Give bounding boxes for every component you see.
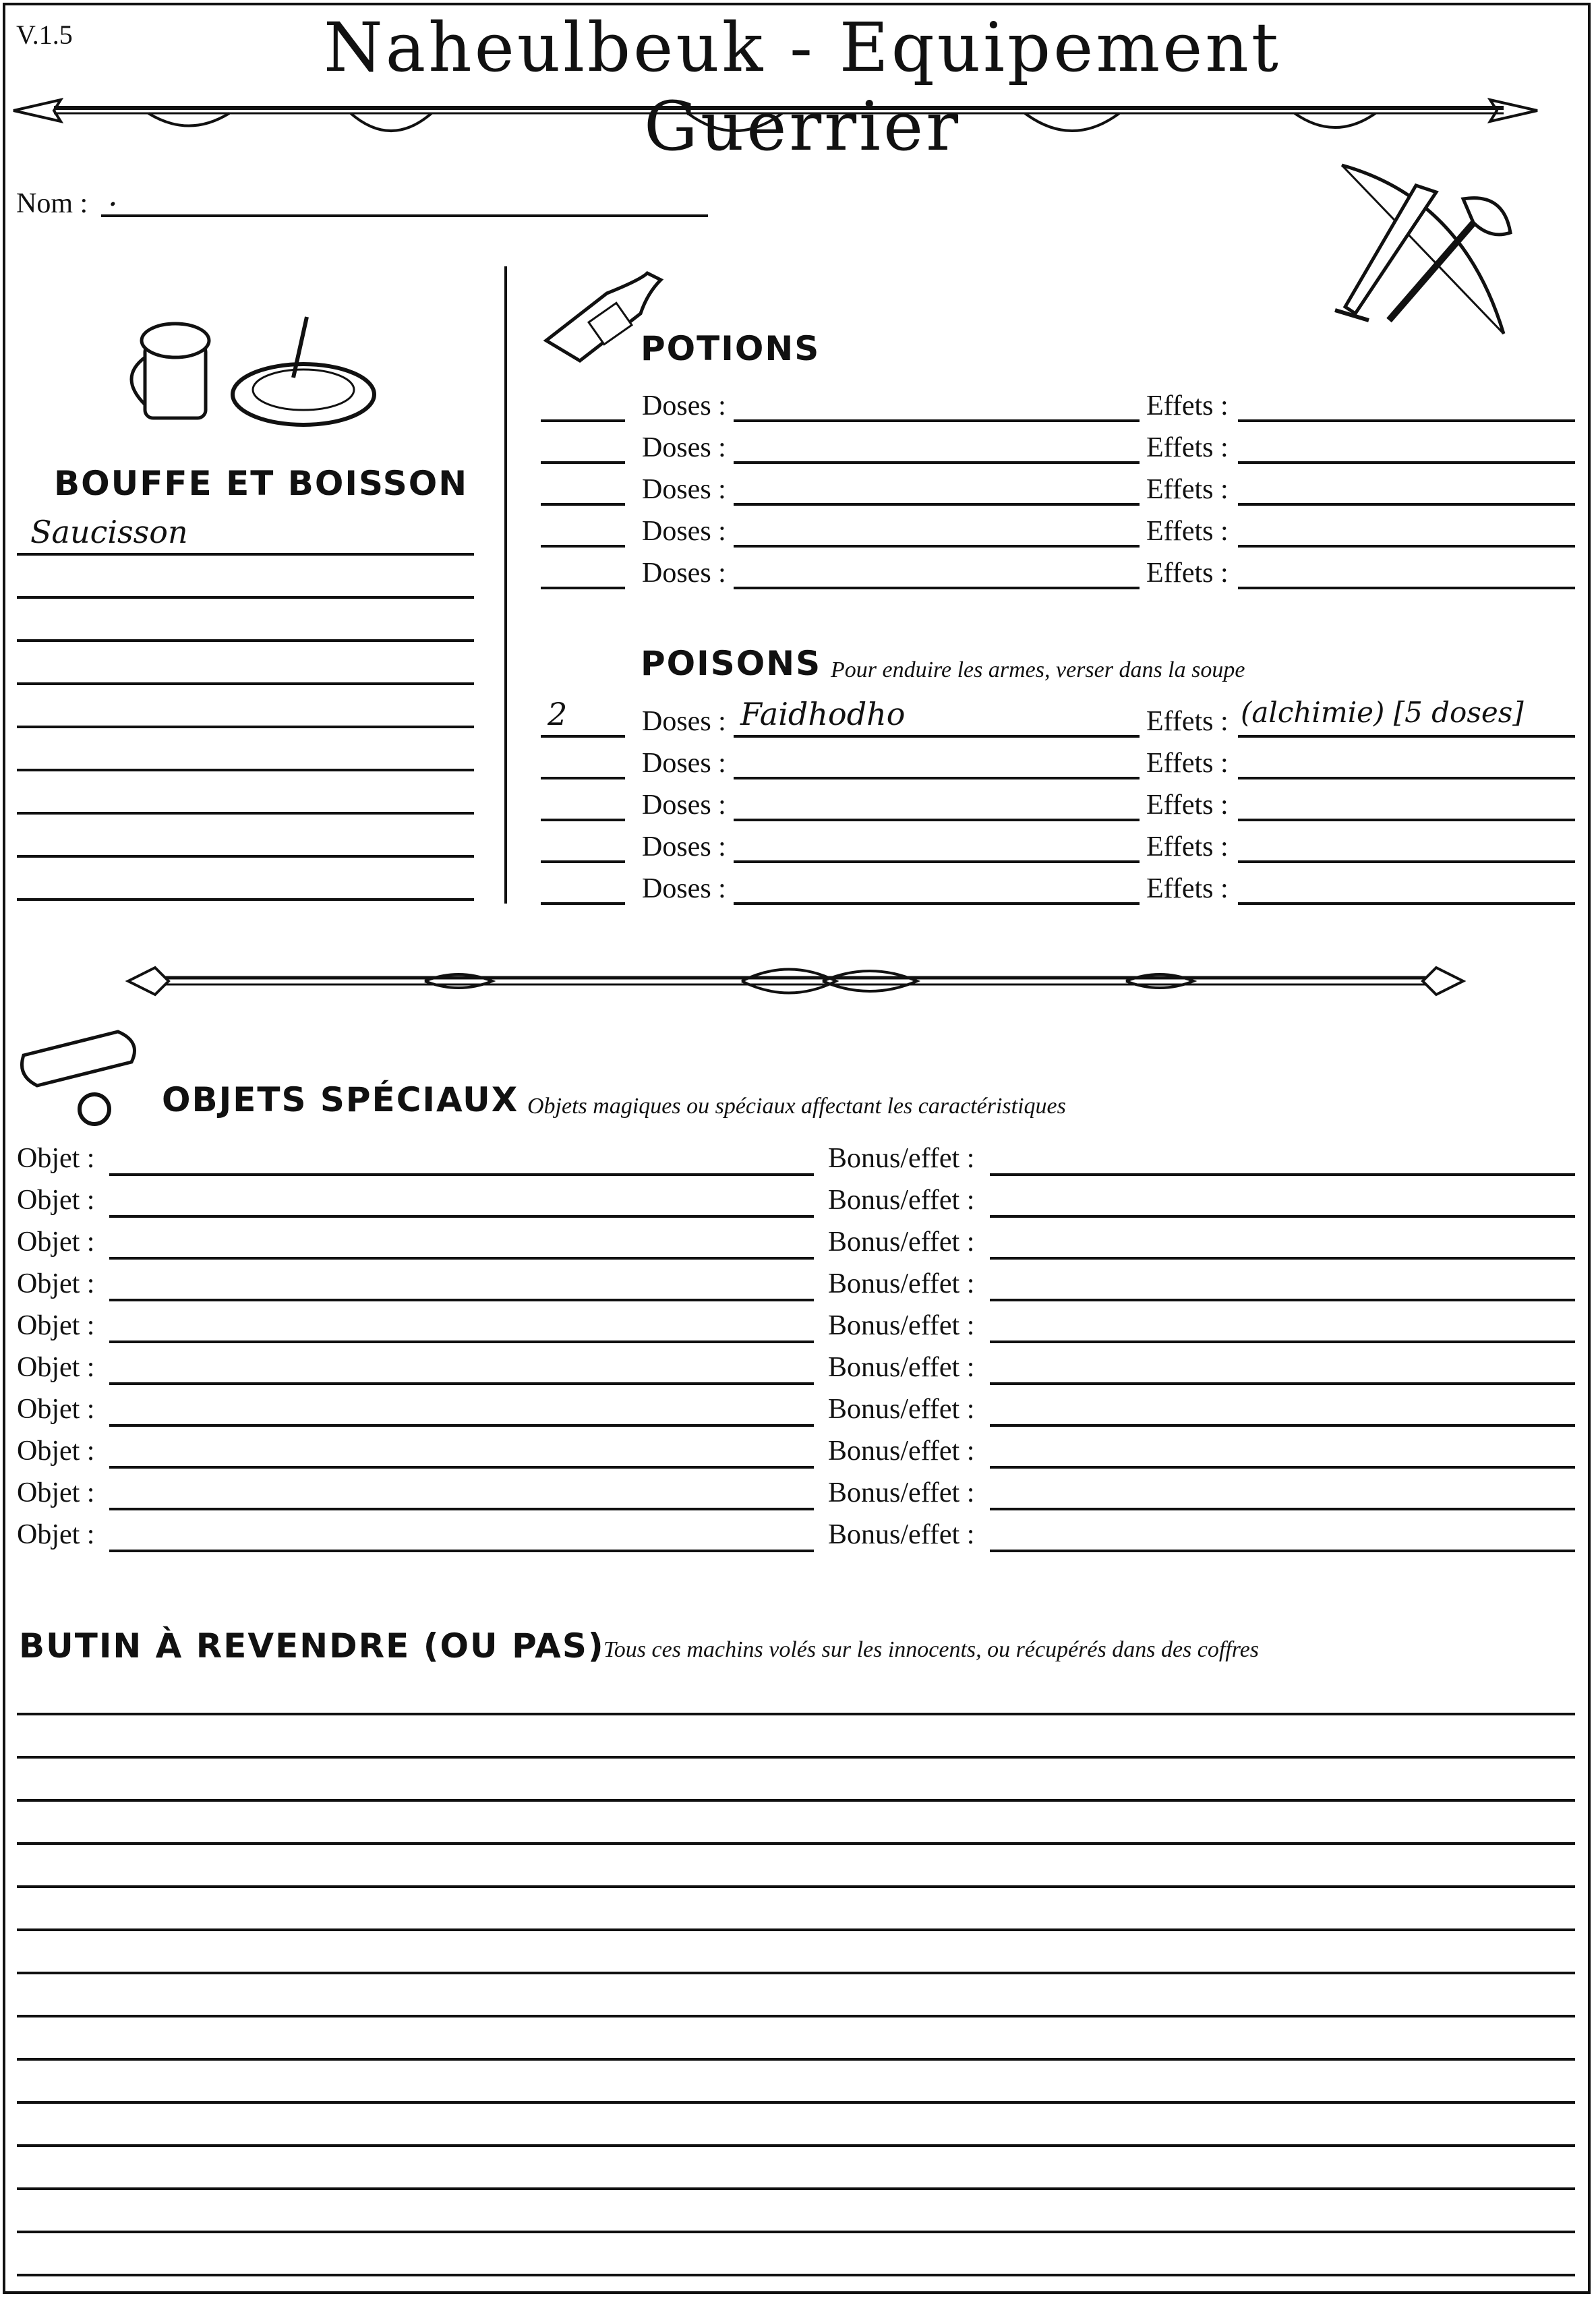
potion-effects-field[interactable] (1238, 545, 1575, 548)
potion-effects-label: Effets : (1146, 390, 1229, 421)
poison-effects-value[interactable]: (alchimie) [5 doses] (1241, 696, 1524, 729)
potion-effects-label: Effets : (1146, 474, 1229, 505)
poison-effects-field[interactable] (1238, 902, 1575, 905)
object-label: Objet : (17, 1268, 95, 1299)
poison-doses-field[interactable] (734, 819, 1140, 821)
bonus-field[interactable] (990, 1215, 1575, 1218)
potion-doses-field[interactable] (734, 587, 1140, 589)
bonus-label: Bonus/effet : (828, 1352, 975, 1383)
loot-line[interactable] (17, 1972, 1575, 1974)
bonus-label: Bonus/effet : (828, 1185, 975, 1216)
potion-doses-field[interactable] (734, 461, 1140, 464)
object-field[interactable] (109, 1215, 814, 1218)
scroll-ring-icon (17, 1028, 152, 1129)
poison-doses-label: Doses : (642, 706, 726, 737)
poison-effects-label: Effets : (1146, 790, 1229, 821)
food-line[interactable] (17, 726, 474, 728)
potion-doses-field[interactable] (734, 545, 1140, 548)
loot-line[interactable] (17, 1928, 1575, 1931)
food-entry[interactable]: Saucisson (30, 514, 188, 550)
bonus-field[interactable] (990, 1466, 1575, 1469)
potion-qty-field[interactable] (541, 503, 625, 506)
poisons-heading: POISONS (641, 644, 822, 683)
poison-effects-label: Effets : (1146, 706, 1229, 737)
poison-effects-label: Effets : (1146, 831, 1229, 862)
poison-doses-field[interactable] (734, 735, 1140, 738)
object-label: Objet : (17, 1310, 95, 1341)
bonus-field[interactable] (990, 1257, 1575, 1260)
name-label: Nom : (16, 188, 88, 219)
poison-effects-field[interactable] (1238, 860, 1575, 863)
name-value[interactable]: . (108, 177, 118, 213)
weapons-icon (1328, 158, 1524, 341)
object-field[interactable] (109, 1257, 814, 1260)
bonus-label: Bonus/effet : (828, 1227, 975, 1258)
poison-effects-label: Effets : (1146, 748, 1229, 779)
food-line[interactable] (17, 596, 474, 599)
loot-line[interactable] (17, 2015, 1575, 2017)
food-line[interactable] (17, 855, 474, 858)
loot-line[interactable] (17, 1885, 1575, 1888)
name-field[interactable] (101, 214, 708, 217)
potion-doses-field[interactable] (734, 503, 1140, 506)
food-mug-plate-icon (138, 303, 381, 438)
food-heading: BOUFFE ET BOISSON (54, 464, 469, 503)
poison-doses-label: Doses : (642, 748, 726, 779)
potion-doses-label: Doses : (642, 558, 726, 589)
potion-qty-field[interactable] (541, 461, 625, 464)
potion-doses-field[interactable] (734, 419, 1140, 422)
potion-effects-label: Effets : (1146, 558, 1229, 589)
bonus-label: Bonus/effet : (828, 1394, 975, 1425)
poison-doses-label: Doses : (642, 873, 726, 904)
special-subtitle: Objets magiques ou spéciaux affectant les caractéristiques (527, 1094, 1066, 1119)
object-label: Objet : (17, 1394, 95, 1425)
potion-effects-label: Effets : (1146, 516, 1229, 547)
bonus-field[interactable] (990, 1173, 1575, 1176)
potion-effects-field[interactable] (1238, 503, 1575, 506)
poison-doses-label: Doses : (642, 790, 726, 821)
object-label: Objet : (17, 1227, 95, 1258)
loot-line[interactable] (17, 1713, 1575, 1715)
bonus-label: Bonus/effet : (828, 1310, 975, 1341)
object-field[interactable] (109, 1173, 814, 1176)
loot-heading: BUTIN À REVENDRE (OU PAS) (19, 1626, 605, 1666)
potion-doses-label: Doses : (642, 516, 726, 547)
bonus-label: Bonus/effet : (828, 1268, 975, 1299)
poison-qty-field[interactable] (541, 735, 625, 738)
object-field[interactable] (109, 1424, 814, 1427)
object-field[interactable] (109, 1382, 814, 1385)
poison-doses-field[interactable] (734, 902, 1140, 905)
poison-effects-field[interactable] (1238, 735, 1575, 738)
special-heading: OBJETS SPÉCIAUX (162, 1080, 519, 1119)
food-line[interactable] (17, 682, 474, 685)
potion-effects-field[interactable] (1238, 419, 1575, 422)
object-label: Objet : (17, 1477, 95, 1508)
loot-line[interactable] (17, 2231, 1575, 2233)
poison-effects-field[interactable] (1238, 819, 1575, 821)
potion-doses-label: Doses : (642, 390, 726, 421)
potion-effects-label: Effets : (1146, 432, 1229, 463)
food-line[interactable] (17, 898, 474, 901)
loot-line[interactable] (17, 2274, 1575, 2276)
poison-doses-field[interactable] (734, 777, 1140, 779)
object-label: Objet : (17, 1352, 95, 1383)
food-line[interactable] (17, 812, 474, 815)
poisons-subtitle: Pour enduire les armes, verser dans la soupe (831, 657, 1245, 682)
object-field[interactable] (109, 1550, 814, 1552)
poison-qty-field[interactable] (541, 819, 625, 821)
loot-line[interactable] (17, 1756, 1575, 1759)
food-line[interactable] (17, 553, 474, 556)
poison-qty-field[interactable] (541, 777, 625, 779)
potion-effects-field[interactable] (1238, 587, 1575, 589)
poison-qty[interactable]: 2 (548, 696, 568, 732)
object-field[interactable] (109, 1466, 814, 1469)
staff-divider-icon (128, 958, 1463, 1005)
page-title: Naheulbeuk - Equipement Guerrier (324, 8, 1281, 166)
potion-qty-field[interactable] (541, 587, 625, 589)
potion-doses-label: Doses : (642, 474, 726, 505)
spear-divider-icon (13, 88, 1537, 148)
bonus-label: Bonus/effet : (828, 1477, 975, 1508)
potions-heading: POTIONS (641, 329, 821, 368)
object-label: Objet : (17, 1185, 95, 1216)
bonus-field[interactable] (990, 1382, 1575, 1385)
food-line[interactable] (17, 639, 474, 642)
poison-doses-field[interactable] (734, 860, 1140, 863)
poison-qty-field[interactable] (541, 860, 625, 863)
bonus-label: Bonus/effet : (828, 1143, 975, 1174)
bonus-label: Bonus/effet : (828, 1436, 975, 1467)
object-field[interactable] (109, 1508, 814, 1510)
loot-line[interactable] (17, 2144, 1575, 2147)
potion-qty-field[interactable] (541, 545, 625, 548)
object-label: Objet : (17, 1436, 95, 1467)
loot-subtitle: Tous ces machins volés sur les innocents, ou récupérés dans des coffres (603, 1637, 1260, 1662)
poison-qty-field[interactable] (541, 902, 625, 905)
bonus-field[interactable] (990, 1550, 1575, 1552)
object-field[interactable] (109, 1340, 814, 1343)
food-line[interactable] (17, 769, 474, 771)
bonus-field[interactable] (990, 1508, 1575, 1510)
poison-effects-label: Effets : (1146, 873, 1229, 904)
poison-doses-label: Doses : (642, 831, 726, 862)
bonus-field[interactable] (990, 1299, 1575, 1301)
poison-effects-field[interactable] (1238, 777, 1575, 779)
bonus-field[interactable] (990, 1424, 1575, 1427)
bonus-field[interactable] (990, 1340, 1575, 1343)
loot-line[interactable] (17, 1842, 1575, 1845)
loot-line[interactable] (17, 2101, 1575, 2104)
object-label: Objet : (17, 1143, 95, 1174)
loot-line[interactable] (17, 2187, 1575, 2190)
object-label: Objet : (17, 1519, 95, 1550)
potion-qty-field[interactable] (541, 419, 625, 422)
column-divider (504, 266, 507, 904)
loot-line[interactable] (17, 1799, 1575, 1802)
loot-line[interactable] (17, 2058, 1575, 2061)
object-field[interactable] (109, 1299, 814, 1301)
bonus-label: Bonus/effet : (828, 1519, 975, 1550)
poison-doses-value[interactable]: Faidhodho (740, 696, 906, 732)
potion-doses-label: Doses : (642, 432, 726, 463)
potion-effects-field[interactable] (1238, 461, 1575, 464)
version-label: V.1.5 (16, 20, 73, 50)
